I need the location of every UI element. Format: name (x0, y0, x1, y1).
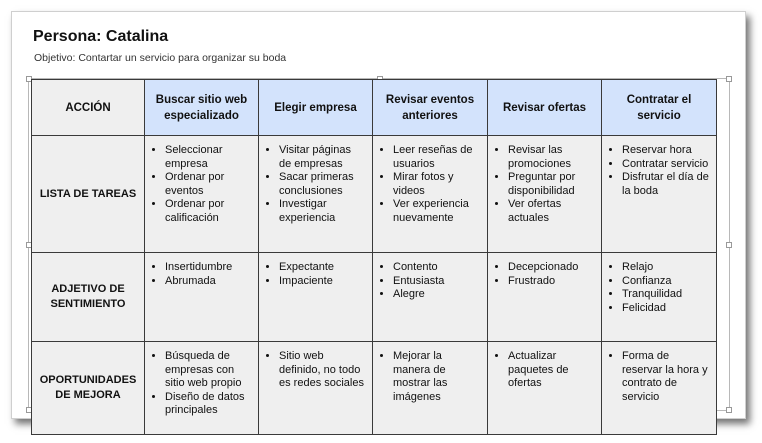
table-cell[interactable] (488, 342, 602, 435)
table-cell[interactable] (145, 253, 259, 342)
list-item: • Contratar servicio (622, 158, 710, 172)
list-item: • Ver experiencia nuevamente (393, 198, 481, 225)
table-row (32, 342, 717, 435)
list-item: • Ver ofertas actuales (508, 198, 595, 225)
table-cell[interactable] (602, 136, 717, 253)
table-cell[interactable] (373, 253, 488, 342)
list-item: • Revisar las promociones (508, 144, 595, 171)
list-item: • Ordenar por eventos (165, 171, 252, 198)
list-item: • Búsqueda de empresas con sitio web propio (165, 350, 252, 391)
list-item: • Entusiasta (393, 275, 481, 289)
list-item: • Visitar páginas de empresas (279, 144, 366, 171)
table-cell[interactable] (373, 342, 488, 435)
list-item: • Ordenar por calificación (165, 198, 252, 225)
list-item: • Diseño de datos principales (165, 391, 252, 418)
table-row (32, 253, 717, 342)
table-cell[interactable] (488, 253, 602, 342)
table-row (32, 136, 717, 253)
list-item: • Sacar primeras conclusiones (279, 171, 366, 198)
table-cell[interactable] (259, 136, 373, 253)
list-item: • Forma de reservar la hora y contrato de servicio (622, 350, 710, 404)
list-item: • Alegre (393, 288, 481, 302)
page-title: Persona: Catalina (33, 28, 169, 45)
list-item: • Expectante (279, 261, 366, 275)
resize-handle[interactable] (726, 242, 732, 248)
list-item: • Mejorar la manera de mostrar las imágenes (393, 350, 481, 404)
column-header[interactable]: Buscar sitio web especializado (145, 80, 259, 136)
header-row (32, 80, 717, 136)
list-item: • Frustrado (508, 275, 595, 289)
list-item: • Abrumada (165, 275, 252, 289)
list-item: • Seleccionar empresa (165, 144, 252, 171)
journey-map-table[interactable] (31, 79, 717, 435)
table-cell[interactable] (145, 136, 259, 253)
page-subtitle: Objetivo: Contartar un servicio para organizar su boda (34, 52, 287, 64)
table-cell[interactable] (259, 342, 373, 435)
corner-header[interactable]: ACCIÓN (32, 80, 145, 136)
column-header[interactable]: Contratar el servicio (602, 80, 717, 136)
list-item: • Felicidad (622, 302, 710, 316)
table-cell[interactable] (488, 136, 602, 253)
resize-handle[interactable] (726, 76, 732, 82)
row-header[interactable]: LISTA DE TAREAS (32, 136, 145, 253)
list-item: • Impaciente (279, 275, 366, 289)
list-item: • Leer reseñas de usuarios (393, 144, 481, 171)
list-item: • Mirar fotos y videos (393, 171, 481, 198)
column-header[interactable]: Revisar ofertas (488, 80, 602, 136)
list-item: • Disfrutar el día de la boda (622, 171, 710, 198)
list-item: • Decepcionado (508, 261, 595, 275)
list-item: • Sitio web definido, no todo es redes sociales (279, 350, 366, 391)
column-header[interactable]: Revisar eventos anteriores (373, 80, 488, 136)
list-item: • Preguntar por disponibilidad (508, 171, 595, 198)
list-item: • Confianza (622, 275, 710, 289)
table-cell[interactable] (145, 342, 259, 435)
table-cell[interactable] (373, 136, 488, 253)
column-header[interactable]: Elegir empresa (259, 80, 373, 136)
slide (11, 11, 746, 419)
row-header[interactable]: OPORTUNIDADES DE MEJORA (32, 342, 145, 435)
table-cell[interactable] (259, 253, 373, 342)
table-cell[interactable] (602, 342, 717, 435)
table-cell[interactable] (602, 253, 717, 342)
list-item: • Actualizar paquetes de ofertas (508, 350, 595, 391)
list-item: • Insertidumbre (165, 261, 252, 275)
list-item: • Investigar experiencia (279, 198, 366, 225)
resize-handle[interactable] (726, 407, 732, 413)
list-item: • Relajo (622, 261, 710, 275)
row-header[interactable]: ADJETIVO DE SENTIMIENTO (32, 253, 145, 342)
list-item: • Reservar hora (622, 144, 710, 158)
list-item: • Tranquilidad (622, 288, 710, 302)
list-item: • Contento (393, 261, 481, 275)
